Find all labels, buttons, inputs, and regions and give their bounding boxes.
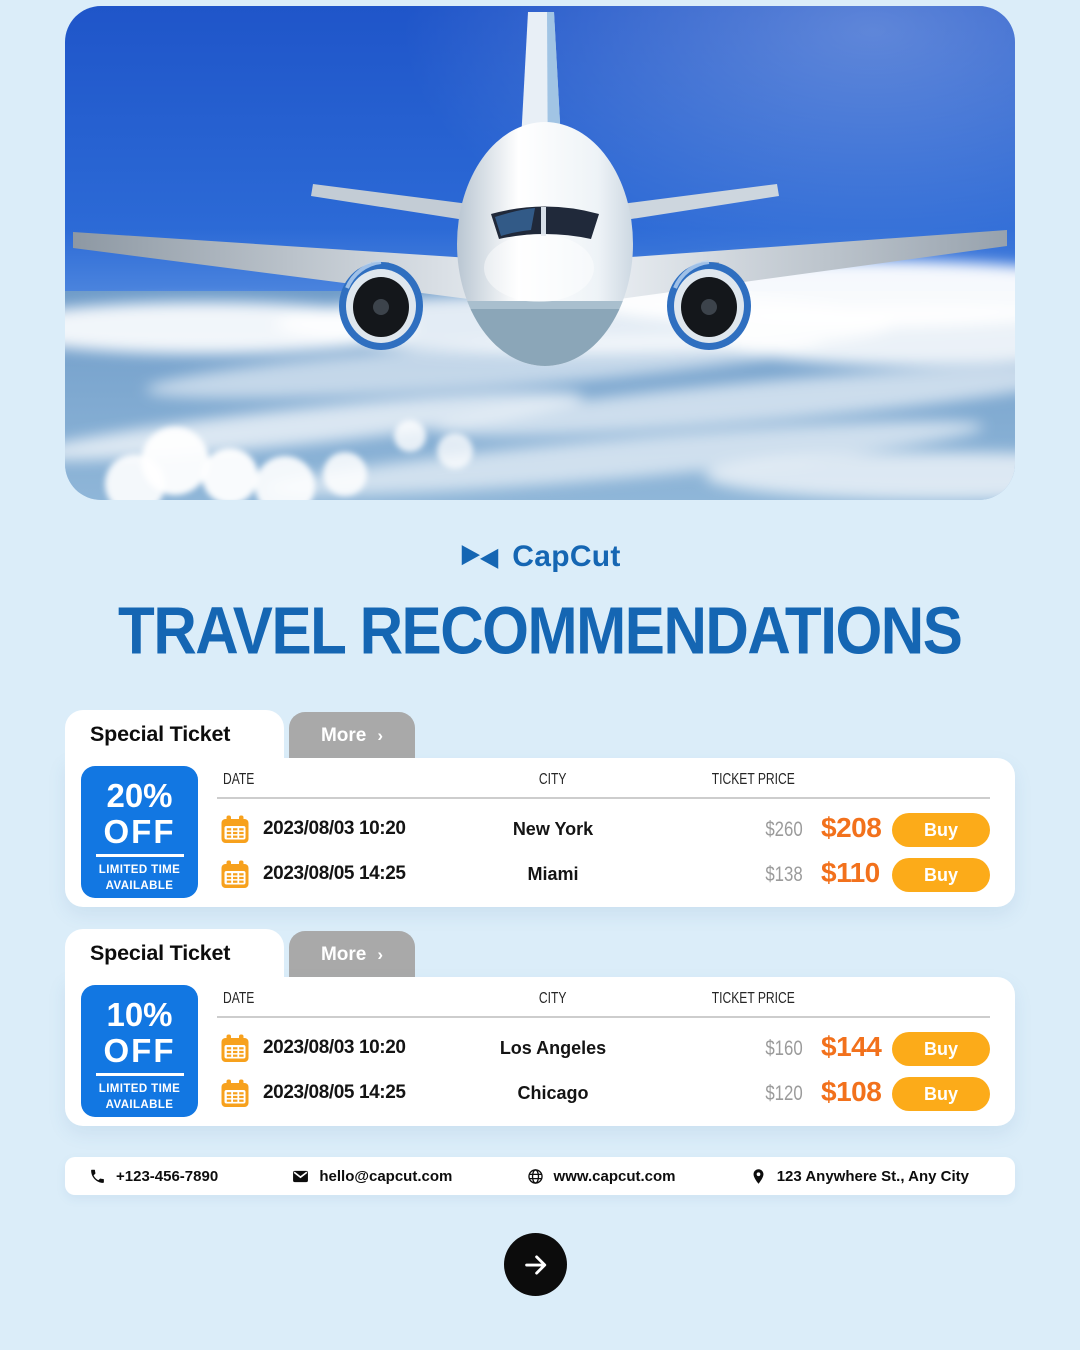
special-ticket-card-1	[65, 710, 1015, 907]
ticket-city: Los Angeles	[499, 1038, 607, 1058]
globe-icon	[527, 1168, 544, 1185]
original-price: $138	[765, 863, 803, 886]
buy-button[interactable]: Buy	[892, 813, 990, 847]
chevron-right-icon: ›	[377, 944, 384, 964]
airplane-illustration	[65, 6, 1015, 500]
tab-special-ticket[interactable]: Special Ticket	[65, 710, 284, 759]
ticket-date: 2023/08/03 10:20	[263, 818, 406, 839]
badge-note: LIMITED TIME AVAILABLE	[98, 1082, 181, 1111]
discounted-price: $144	[821, 1031, 882, 1062]
ticket-table	[217, 758, 990, 907]
buy-button[interactable]: Buy	[892, 1032, 990, 1066]
arrow-right-icon	[516, 1245, 556, 1285]
original-price: $160	[765, 1037, 803, 1060]
discount-off-label: OFF	[103, 1032, 176, 1069]
col-date: DATE	[223, 771, 255, 788]
col-ticket-price: TICKET PRICE	[711, 771, 795, 788]
contact-address: 123 Anywhere St., Any City	[750, 1168, 969, 1185]
header-divider	[217, 1016, 990, 1018]
page-title: TRAVEL RECOMMENDATIONS	[118, 594, 962, 669]
hero-image	[65, 6, 1015, 500]
header-divider	[217, 797, 990, 799]
next-button[interactable]	[504, 1233, 567, 1296]
brand-name: CapCut	[512, 540, 621, 573]
ticket-date: 2023/08/05 14:25	[263, 863, 406, 884]
original-price: $260	[765, 818, 803, 841]
calendar-icon	[220, 1034, 250, 1064]
location-pin-icon	[750, 1168, 767, 1185]
ticket-date: 2023/08/05 14:25	[263, 1082, 406, 1103]
envelope-icon	[292, 1168, 309, 1185]
discount-off-label: OFF	[103, 813, 176, 850]
discounted-price: $108	[821, 1076, 882, 1107]
contact-website: www.capcut.com	[527, 1168, 676, 1185]
more-tab[interactable]: More ›	[289, 712, 415, 759]
buy-button[interactable]: Buy	[892, 1077, 990, 1111]
special-ticket-card-2	[65, 929, 1015, 1126]
contact-email: hello@capcut.com	[292, 1168, 452, 1185]
chevron-right-icon: ›	[377, 725, 384, 745]
contact-phone: +123-456-7890	[89, 1168, 218, 1185]
table-row	[217, 854, 990, 896]
table-row	[217, 809, 990, 851]
col-city: CITY	[539, 771, 567, 788]
table-row	[217, 1073, 990, 1115]
table-header	[217, 771, 990, 795]
discounted-price: $208	[821, 812, 882, 843]
col-city: CITY	[539, 990, 567, 1007]
discount-badge	[81, 766, 198, 898]
brand	[0, 540, 1080, 574]
ticket-city: Miami	[527, 864, 579, 884]
badge-divider	[96, 1073, 184, 1076]
col-ticket-price: TICKET PRICE	[711, 990, 795, 1007]
discount-badge	[81, 985, 198, 1117]
capcut-logo-icon	[459, 541, 501, 573]
more-tab[interactable]: More ›	[289, 931, 415, 978]
ticket-date: 2023/08/03 10:20	[263, 1037, 406, 1058]
buy-button[interactable]: Buy	[892, 858, 990, 892]
contact-bar	[65, 1157, 1015, 1195]
col-date: DATE	[223, 990, 255, 1007]
calendar-icon	[220, 815, 250, 845]
phone-icon	[89, 1168, 106, 1185]
badge-note: LIMITED TIME AVAILABLE	[98, 863, 181, 892]
original-price: $120	[765, 1082, 803, 1105]
ticket-table	[217, 977, 990, 1126]
discount-percent: 20%	[106, 777, 173, 814]
ticket-city: Chicago	[517, 1083, 589, 1103]
calendar-icon	[220, 860, 250, 890]
discount-percent: 10%	[106, 996, 173, 1033]
card-body	[65, 758, 1015, 907]
calendar-icon	[220, 1079, 250, 1109]
tab-special-ticket[interactable]: Special Ticket	[65, 929, 284, 978]
table-row	[217, 1028, 990, 1070]
ticket-city: New York	[512, 819, 594, 839]
discounted-price: $110	[821, 857, 880, 888]
table-header	[217, 990, 990, 1014]
card-body	[65, 977, 1015, 1126]
badge-divider	[96, 854, 184, 857]
